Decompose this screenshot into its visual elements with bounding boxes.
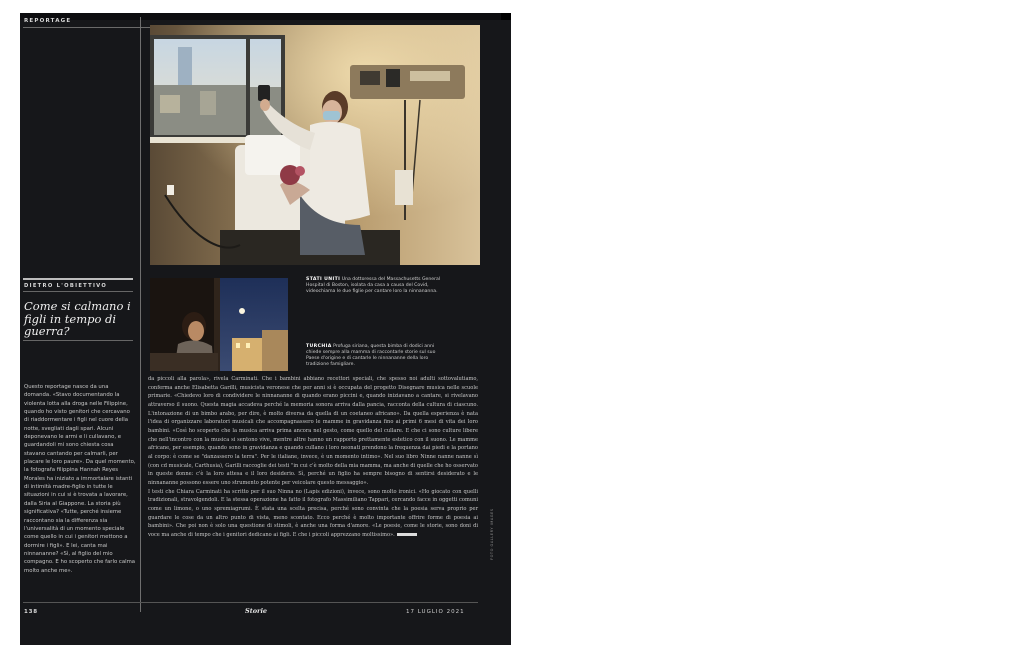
end-mark bbox=[397, 533, 417, 536]
sidebar-kicker-rule bbox=[23, 291, 133, 292]
caption-usa-text: Una dottoressa del Massachusetts General Hospital di Boston, isolata da casa a causa del Covid, videochiama le due figlie per cantare loro la ninnananna. bbox=[306, 277, 441, 295]
sidebar-kicker: DIETRO L'OBIETTIVO bbox=[24, 283, 108, 289]
article-paragraph-1: da piccoli alla parola», rivela Carminati. Che i bambini abbiano recettori speciali, che spesso noi adulti sottovalutiamo, conferma anche Elisabetta Garilli, musicista veronese che per anni si è occupata del progetto Disegnare musica nelle scuole primarie. «Chiedevo loro di condividere le ninnananne di quando erano piccini e, quando iniziavano a cantare, si rivelavano attraverso il suono. Questa magia accadeva perché la memoria sonora arriva dalla pancia, racconta della cultura di ciascuno. L'intonazione di un bimbo arabo, per dire, è molto diversa da quella di un coetaneo africano». Da quella esperienza è nata l'idea di organizzare laboratori musicali che accompagnassero le mamme in gravidanza fino ai primi 6 mesi di vita dei loro bambini. «Così ho scoperto che la musica arriva prima ancora nel gesto, come quello del cullare. E che ci sono culture libere che nell'incontro con la musica si sentono vive, mentre altre hanno un rapporto prettamente estetico con il suono. Le mamme africane, per esempio, quando sono in gravidanza e quando cullano i loro neonati prendono la frequenza dai piedi e la portano al corpo: è come se "danzassero la terra". Per le italiane, invece, è un momento intimo». Nel suo libro Ninne nanne nanne sì (con cd musicale, Carthusia), Garilli raccoglie dei testi "in cui c'è molto della mia mamma, ma anche di quelle che ho osservato in queste donne: c'è la loro attesa e il loro desiderio. Sì, perché un figlio ha sempre bisogno di sentirsi desiderato e le ninnananne possono essere uno strumento potente per veicolare questo messaggio». bbox=[148, 376, 478, 486]
sidebar-headline: Come si calmano i figli in tempo di guerra? bbox=[24, 299, 131, 338]
main-photo bbox=[150, 25, 480, 265]
top-strip bbox=[20, 13, 511, 20]
sidebar-text: Questo reportage nasce da una domanda. «Stavo documentando la violenta lotta alla droga nelle Filippine, quando ho visto genitori che cercavano di riaddormentare i figli nel cuore della notte, svegliati dagli spari. Alcuni deponevano le armi e li cullavano, e guardandoli mi sono chiesta cosa stavano cantando per calmarli, per placare le loro paure». Da quel momento, la fotografa filippina Hannah Reyes Morales ha iniziato a immortalare istanti di intimità madre-figlio in tutte le situazioni in cui si è trovata a lavorare, dalla Siria al Giappone. La storia più significativa? «Tutte, perché insieme raccontano sia la differenza sia l'universalità di un momento speciale come quello in cui i genitori mettono a dormire i figli». E lei, canta mai ninnananne? «Sì, al figlio del mio compagno. E ho scoperto che farlo calma molto anche me». bbox=[24, 384, 136, 574]
main-photo-image bbox=[150, 25, 480, 265]
column-divider bbox=[140, 17, 141, 612]
caption-turkey-text: Profuga siriana, questa bimba di dodici anni chiede sempre alla mamma di raccontarle storie sul suo Paese d'origine e di cantarle le ninnananne della loro tradizione famigliare. bbox=[306, 344, 436, 368]
sidebar-headline-rule bbox=[23, 340, 133, 341]
issue-date: 17 LUGLIO 2021 bbox=[406, 609, 465, 615]
inset-photo bbox=[150, 278, 288, 371]
section-label: REPORTAGE bbox=[24, 18, 72, 24]
caption-usa bbox=[306, 277, 446, 295]
article-body bbox=[148, 375, 478, 539]
header-rule-left bbox=[23, 27, 153, 28]
page-number: 138 bbox=[24, 609, 38, 615]
caption-usa-lead: STATI UNITI bbox=[306, 277, 341, 282]
magazine-name: Storie bbox=[245, 607, 268, 615]
caption-turkey bbox=[306, 344, 441, 368]
article-paragraph-2-text: I testi che Chiara Carminati ha scritto per il suo Ninna no (Lapis edizioni), invece, sono molto ironici. «Ho giocato con quelli tradizionali, stravolgendoli. E la stessa operazione ha fatto il fotografo Massimiliano Tappari, cercando facce in oggetti comuni come un limone, o uno spremiagrumi. È stata una scelta precisa, perché sono convinta che la poesia serva proprio per guardare le cose da un altro punto di vista, meno scontato. Ecco perché è molto importante offrire forme di poesia ai bambini». Che poi non è solo una questione di stimoli, è anche una forma d'amore. «Le poesie, come le storie, sono doni di voce ma anche di tempo che i genitori dedicano ai figli. E che i piccoli apprezzano moltissimo». bbox=[148, 488, 478, 538]
caption-turkey-lead: TURCHIA bbox=[306, 344, 332, 349]
sidebar-top-rule bbox=[23, 278, 133, 280]
inset-photo-image bbox=[150, 278, 288, 371]
footer-rule bbox=[23, 602, 478, 603]
article-paragraph-2 bbox=[148, 488, 478, 540]
photo-credit: FOTO GALLERY IMAGES bbox=[490, 508, 494, 560]
page-tab bbox=[501, 13, 511, 20]
